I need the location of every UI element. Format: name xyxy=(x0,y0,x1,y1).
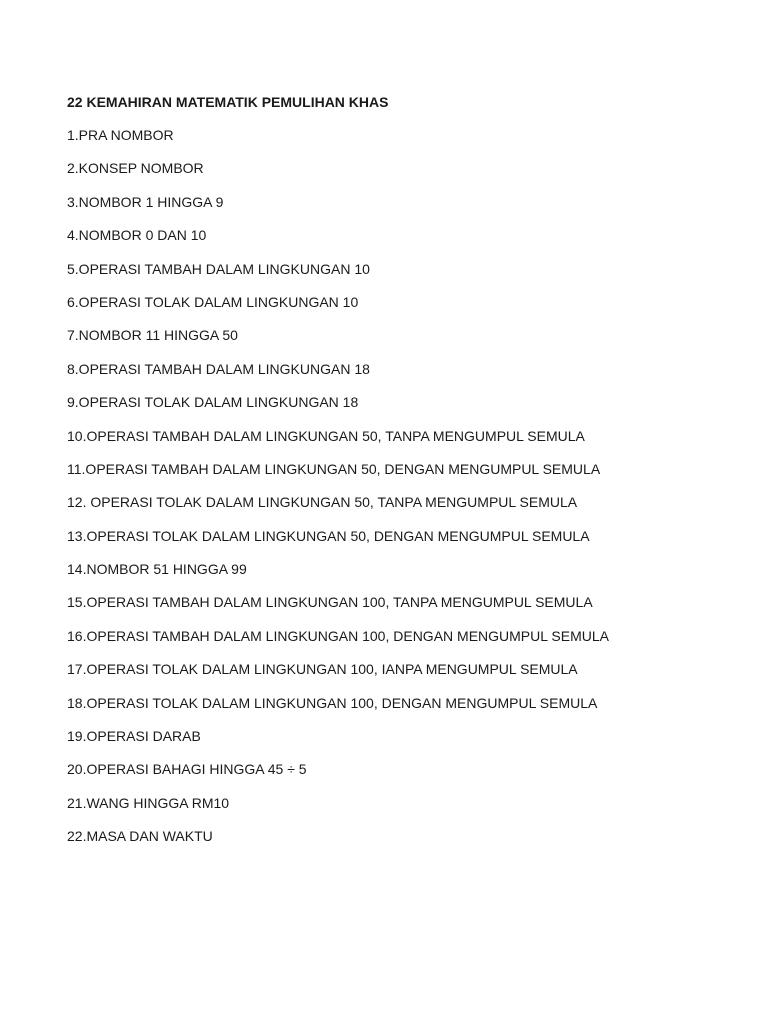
skill-item-10: 10.OPERASI TAMBAH DALAM LINGKUNGAN 50, TANPA MENGUMPUL SEMULA xyxy=(67,427,585,444)
skill-item-18: 18.OPERASI TOLAK DALAM LINGKUNGAN 100, DENGAN MENGUMPUL SEMULA xyxy=(67,694,598,711)
skill-item-11: 11.OPERASI TAMBAH DALAM LINGKUNGAN 50, DENGAN MENGUMPUL SEMULA xyxy=(67,460,601,477)
skill-item-14: 14.NOMBOR 51 HINGGA 99 xyxy=(67,561,247,578)
skill-list xyxy=(67,126,609,861)
skill-item-20: 20.OPERASI BAHAGI HINGGA 45 ÷ 5 xyxy=(67,761,307,778)
skill-item-19: 19.OPERASI DARAB xyxy=(67,728,201,745)
skill-item-22: 22.MASA DAN WAKTU xyxy=(67,828,213,845)
skill-item-17: 17.OPERASI TOLAK DALAM LINGKUNGAN 100, IANPA MENGUMPUL SEMULA xyxy=(67,661,578,678)
skill-item-21: 21.WANG HINGGA RM10 xyxy=(67,794,230,811)
skill-item-2: 2.KONSEP NOMBOR xyxy=(67,160,204,177)
skill-item-4: 4.NOMBOR 0 DAN 10 xyxy=(67,227,207,244)
skill-item-16: 16.OPERASI TAMBAH DALAM LINGKUNGAN 100, DENGAN MENGUMPUL SEMULA xyxy=(67,627,609,644)
skill-item-8: 8.OPERASI TAMBAH DALAM LINGKUNGAN 18 xyxy=(67,360,370,377)
skill-item-9: 9.OPERASI TOLAK DALAM LINGKUNGAN 18 xyxy=(67,394,359,411)
skill-item-6: 6.OPERASI TOLAK DALAM LINGKUNGAN 10 xyxy=(67,293,359,310)
skill-item-7: 7.NOMBOR 11 HINGGA 50 xyxy=(67,327,238,344)
skill-item-15: 15.OPERASI TAMBAH DALAM LINGKUNGAN 100, TANPA MENGUMPUL SEMULA xyxy=(67,594,593,611)
skill-item-13: 13.OPERASI TOLAK DALAM LINGKUNGAN 50, DENGAN MENGUMPUL SEMULA xyxy=(67,527,590,544)
skill-item-12: 12. OPERASI TOLAK DALAM LINGKUNGAN 50, TANPA MENGUMPUL SEMULA xyxy=(67,494,578,511)
skill-item-5: 5.OPERASI TAMBAH DALAM LINGKUNGAN 10 xyxy=(67,260,370,277)
document-title: 22 KEMAHIRAN MATEMATIK PEMULIHAN KHAS xyxy=(67,94,389,110)
skill-item-1: 1.PRA NOMBOR xyxy=(67,127,174,143)
skill-item-3: 3.NOMBOR 1 HINGGA 9 xyxy=(67,193,224,210)
